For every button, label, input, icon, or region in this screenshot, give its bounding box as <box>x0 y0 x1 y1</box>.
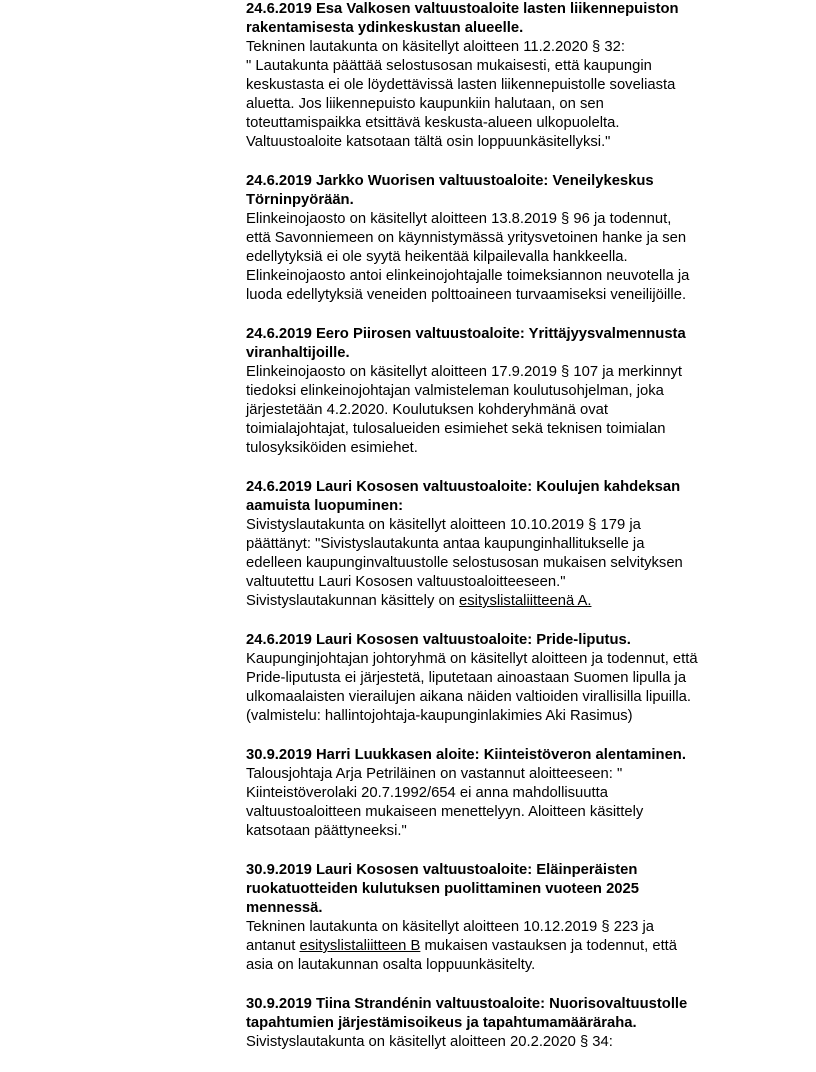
initiative-entry <box>246 995 746 1052</box>
entry-body <box>246 516 746 611</box>
body-line: Pride-liputusta ei järjestetä, liputetaan ainoastaan Suomen lipulla ja <box>246 670 687 686</box>
entry-body <box>246 765 746 841</box>
body-line: Elinkeinojaosto on käsitellyt aloitteen 17.9.2019 § 107 ja merkinnyt <box>246 364 682 380</box>
entry-title <box>246 995 746 1033</box>
initiative-entry <box>246 631 746 726</box>
body-line: Tekninen lautakunta on käsitellyt aloitteen 10.12.2019 § 223 ja <box>246 919 655 935</box>
body-line: katsotaan päättyneeksi." <box>246 823 407 839</box>
entry-title <box>246 746 746 765</box>
title-line: ruokatuotteiden kulutuksen puolittaminen vuoteen 2025 <box>246 881 639 897</box>
title-line: Törninpyörään. <box>246 192 354 208</box>
entry-body <box>246 38 746 152</box>
entry-body <box>246 650 746 726</box>
entry-title <box>246 172 746 210</box>
body-line: keskustasta ei ole löydettävissä lasten liikennepuistolle soveliasta <box>246 77 676 93</box>
title-line: tapahtumien järjestämisoikeus ja tapahtumamääräraha. <box>246 1015 637 1031</box>
title-line: 24.6.2019 Lauri Kososen valtuustoaloite: Koulujen kahdeksan <box>246 479 681 495</box>
body-line-with-link <box>246 937 746 956</box>
body-line: edelleen kaupunginvaltuustolle selostusosan mukaisen selvityksen <box>246 555 683 571</box>
body-line: ulkomaalaisten vierailujen aikana näiden valtioiden virallisilla lipuilla. <box>246 689 691 705</box>
title-line: 30.9.2019 Lauri Kososen valtuustoaloite: Eläinperäisten <box>246 862 638 878</box>
initiative-entry <box>246 478 746 611</box>
title-line: 24.6.2019 Esa Valkosen valtuustoaloite lasten liikennepuiston <box>246 1 679 17</box>
body-line: valtuustoaloitteen mukaiseen menettelyyn. Aloitteen käsittely <box>246 804 644 820</box>
body-line-with-link <box>246 592 746 611</box>
body-line: " Lautakunta päättää selostusosan mukaisesti, että kaupungin <box>246 58 652 74</box>
entry-body <box>246 918 746 975</box>
body-line: Elinkeinojaosto on käsitellyt aloitteen 13.8.2019 § 96 ja todennut, <box>246 211 672 227</box>
body-line: Tekninen lautakunta on käsitellyt aloitteen 11.2.2020 § 32: <box>246 39 625 55</box>
entry-title <box>246 631 746 650</box>
initiative-entry <box>246 746 746 841</box>
title-line: rakentamisesta ydinkeskustan alueelle. <box>246 20 524 36</box>
entry-title <box>246 325 746 363</box>
initiative-entry <box>246 861 746 975</box>
body-line: aluetta. Jos liikennepuisto kaupunkiin halutaan, on sen <box>246 96 604 112</box>
attachment-a-link[interactable]: esityslistaliitteenä A. <box>459 593 592 609</box>
entry-body <box>246 1033 746 1052</box>
document-content <box>246 0 746 1072</box>
body-line: päättänyt: "Sivistyslautakunta antaa kaupunginhallitukselle ja <box>246 536 645 552</box>
title-line: 24.6.2019 Jarkko Wuorisen valtuustoaloite: Veneilykeskus <box>246 173 654 189</box>
body-line: Talousjohtaja Arja Petriläinen on vastannut aloitteeseen: " <box>246 766 623 782</box>
initiative-entry <box>246 172 746 305</box>
body-line: tiedoksi elinkeinojohtajan valmisteleman koulutusohjelman, joka <box>246 383 664 399</box>
body-line: järjestetään 4.2.2020. Koulutuksen kohderyhmänä ovat <box>246 402 608 418</box>
body-line: Kaupunginjohtajan johtoryhmä on käsitellyt aloitteen ja todennut, että <box>246 651 698 667</box>
body-line: asia on lautakunnan osalta loppuunkäsitelty. <box>246 957 536 973</box>
title-line: 24.6.2019 Lauri Kososen valtuustoaloite: Pride-liputus. <box>246 632 631 648</box>
title-line: 30.9.2019 Harri Luukkasen aloite: Kiinteistöveron alentaminen. <box>246 747 686 763</box>
entry-title <box>246 0 746 38</box>
entry-body <box>246 210 746 305</box>
body-line: että Savonniemeen on käynnistymässä yritysvetoinen hanke ja sen <box>246 230 687 246</box>
link-prefix-text: antanut <box>246 938 300 954</box>
body-line: edellytyksiä ei ole syytä heikentää kilpailevalla hankkeella. <box>246 249 628 265</box>
body-line: Valtuustoaloite katsotaan tältä osin loppuunkäsitellyksi." <box>246 134 611 150</box>
link-prefix-text: Sivistyslautakunnan käsittely on <box>246 593 460 609</box>
title-line: viranhaltijoille. <box>246 345 350 361</box>
body-line: Sivistyslautakunta on käsitellyt aloitteen 20.2.2020 § 34: <box>246 1034 613 1050</box>
body-line: toimialajohtajat, tulosalueiden esimiehet sekä teknisen toimialan <box>246 421 666 437</box>
title-line: aamuista luopuminen: <box>246 498 404 514</box>
body-line: valtuutettu Lauri Kososen valtuustoaloitteeseen." <box>246 574 566 590</box>
title-line: mennessä. <box>246 900 323 916</box>
body-line: (valmistelu: hallintojohtaja-kaupunginlakimies Aki Rasimus) <box>246 708 633 724</box>
initiative-entry <box>246 325 746 458</box>
initiative-entry <box>246 0 746 152</box>
body-line: Kiinteistöverolaki 20.7.1992/654 ei anna mahdollisuutta <box>246 785 608 801</box>
entry-body <box>246 363 746 458</box>
title-line: 24.6.2019 Eero Piirosen valtuustoaloite: Yrittäjyysvalmennusta <box>246 326 686 342</box>
body-line: luoda edellytyksiä veneiden polttoaineen turvaamiseksi veneilijöille. <box>246 287 687 303</box>
attachment-b-link[interactable]: esityslistaliitteen B <box>299 938 421 954</box>
entry-title <box>246 478 746 516</box>
link-suffix-text: mukaisen vastauksen ja todennut, että <box>420 938 678 954</box>
body-line: Sivistyslautakunta on käsitellyt aloitteen 10.10.2019 § 179 ja <box>246 517 641 533</box>
body-line: tulosyksiköiden esimiehet. <box>246 440 418 456</box>
body-line: Elinkeinojaosto antoi elinkeinojohtajalle toimeksiannon neuvotella ja <box>246 268 690 284</box>
entry-title <box>246 861 746 918</box>
title-line: 30.9.2019 Tiina Strandénin valtuustoaloite: Nuorisovaltuustolle <box>246 996 688 1012</box>
body-line: toteuttamispaikka etsittävä keskusta-alueen ulkopuolelta. <box>246 115 620 131</box>
